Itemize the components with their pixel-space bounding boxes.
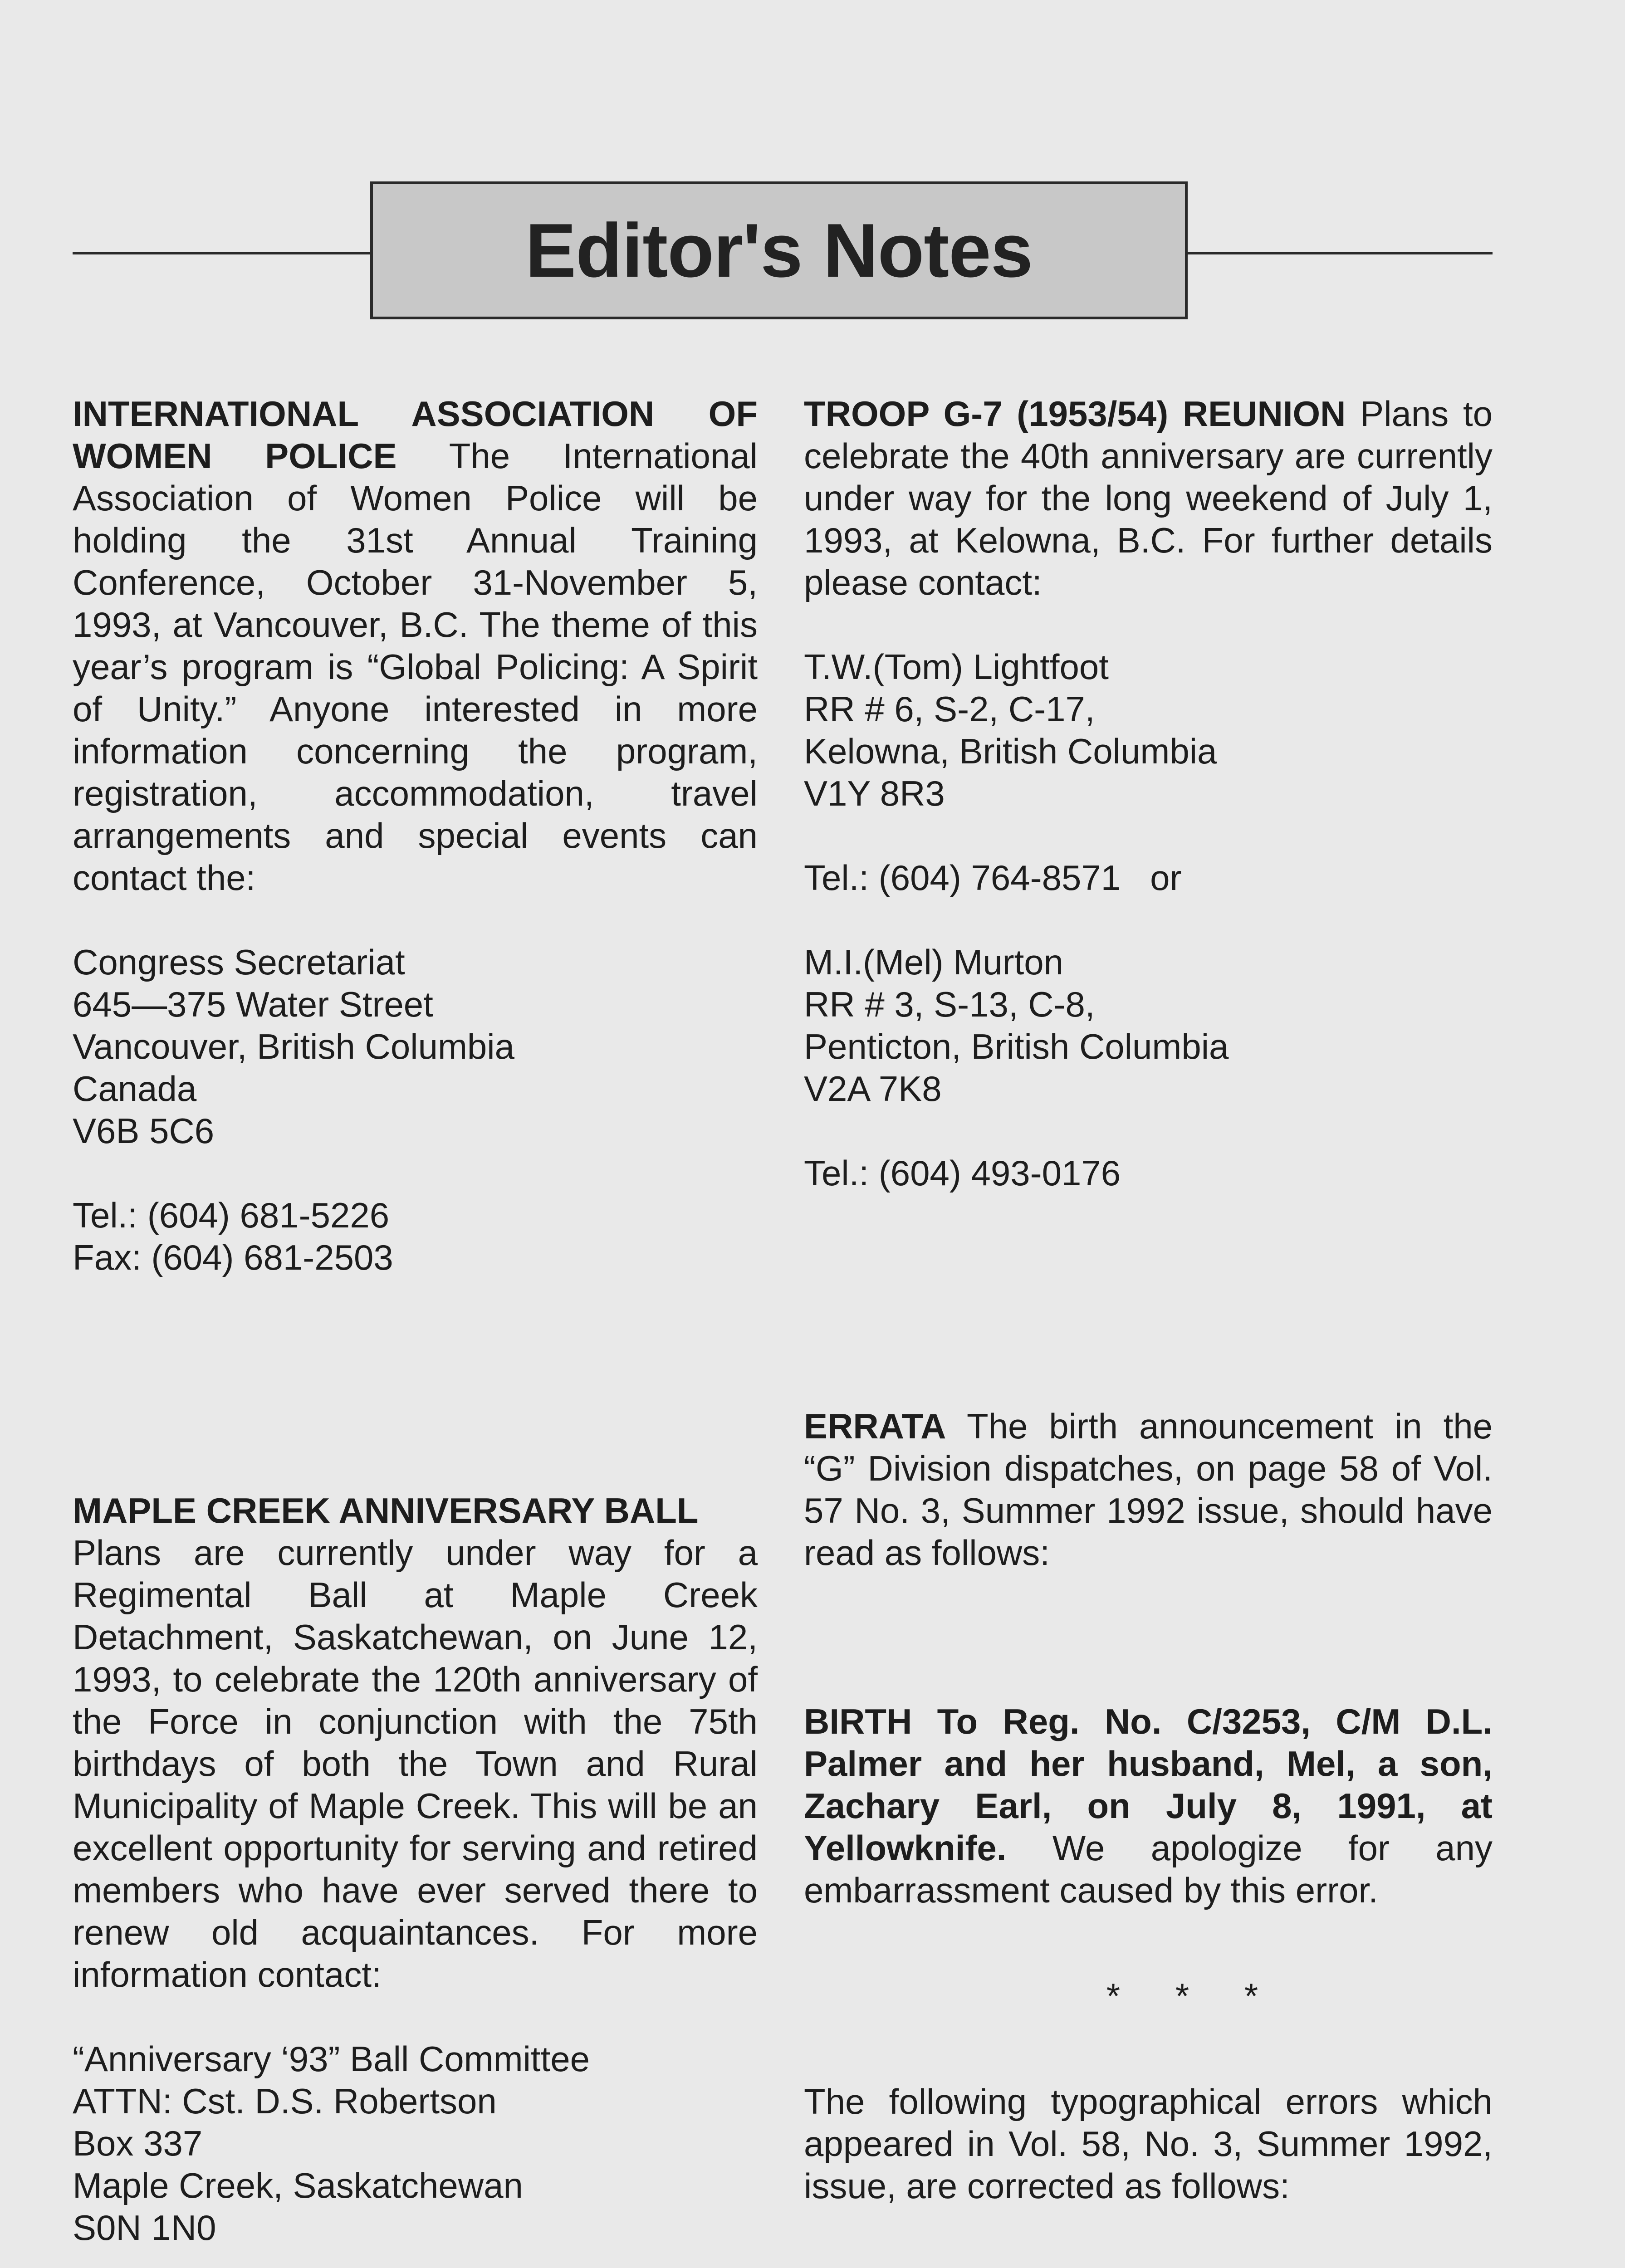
address-line: Vancouver, British Columbia [73, 1026, 515, 1066]
iawp-phones [73, 1194, 758, 1279]
troop-heading: TROOP G-7 (1953/54) REUNION [804, 394, 1346, 434]
troop-body: Plans to celebrate the 40th anniversary are currently under way for the long weekend of July 1, 1993, at Kelowna, B.C. For further details please contact: [804, 394, 1493, 602]
address-line: S0N 1N0 [73, 2208, 216, 2248]
maple-article [73, 1490, 758, 1996]
birth-announcement [804, 1701, 1493, 1911]
typo-note [804, 2081, 1493, 2207]
errata-body: The birth announcement in the “G” Division dispatches, on page 58 of Vol. 57 No. 3, Summer 1992 issue, should have read as follows: [804, 1406, 1493, 1573]
phone-line: Tel.: (604) 764-8571 or [804, 858, 1182, 898]
address-line: Congress Secretariat [73, 942, 405, 982]
typo-text: The following typographical errors which appeared in Vol. 58, No. 3, Summer 1992, issue, are corrected as follows: [804, 2082, 1493, 2206]
address-line: Box 337 [73, 2123, 203, 2163]
star-glyph: * [1244, 1976, 1258, 2016]
iawp-body: The International Association of Women Police will be holding the 31st Annual Training Conference, October 31-November 5, 1993, at Vancouver, B.C. The theme of this year’s program is “Global Policing: A Spirit of Unity.” Anyone interested in more information concerning the program, registration, accommodation, travel arrangements and special events can contact the: [73, 436, 758, 898]
maple-address [73, 2038, 758, 2249]
contact-lightfoot [804, 646, 1493, 815]
birth-rest-text: We apologize for any embarrassment caused by this error. [804, 1828, 1493, 1910]
troop-article [804, 393, 1493, 604]
iawp-address [73, 941, 758, 1152]
address-line: “Anniversary ‘93” Ball Committee [73, 2039, 590, 2079]
title-rule-right [1188, 252, 1493, 254]
contact-line: V2A 7K8 [804, 1069, 942, 1109]
contact-line: Penticton, British Columbia [804, 1026, 1229, 1066]
address-line: 645—375 Water Street [73, 984, 433, 1024]
address-line: V6B 5C6 [73, 1111, 215, 1151]
phone-line: Tel.: (604) 493-0176 [804, 1153, 1121, 1193]
star-glyph: * [1106, 1976, 1121, 2016]
page-title: Editor's Notes [525, 207, 1033, 293]
contact-line: V1Y 8R3 [804, 773, 945, 813]
fax-line: Fax: (604) 681-2503 [73, 1237, 393, 1277]
star-glyph: * [1175, 1976, 1189, 2016]
contact-line: Kelowna, British Columbia [804, 731, 1217, 771]
address-line: Maple Creek, Saskatchewan [73, 2165, 523, 2205]
contact-line: RR # 6, S-2, C-17, [804, 689, 1095, 729]
address-line: Canada [73, 1069, 197, 1109]
contact-murton [804, 941, 1493, 1110]
contact-line: T.W.(Tom) Lightfoot [804, 647, 1109, 687]
section-separator [804, 1975, 1493, 2017]
title-rule-left [73, 252, 372, 254]
address-line: ATTN: Cst. D.S. Robertson [73, 2081, 497, 2121]
maple-heading: MAPLE CREEK ANNIVERSARY BALL [73, 1491, 699, 1530]
contact-line: RR # 3, S-13, C-8, [804, 984, 1095, 1024]
maple-body: Plans are currently under way for a Regimental Ball at Maple Creek Detachment, Saskatchewan, on June 12, 1993, to celebrate the 120th anniversary of the Force in conjunction with the 75th birthdays of both the Town and Rural Municipality of Maple Creek. This will be an excellent opportunity for serving and retired members who have ever served there to renew old acquaintances. For more information contact: [73, 1533, 758, 1994]
left-column [73, 393, 758, 2268]
errata-article [804, 1405, 1493, 1574]
iawp-heading: INTERNATIONAL ASSOCIATION OF WOMEN POLICE [73, 394, 758, 476]
errata-heading: ERRATA [804, 1406, 946, 1446]
birth-bold-text: BIRTH To Reg. No. C/3253, C/M D.L. Palmer and her husband, Mel, a son, Zachary Earl, on July 8, 1991, at Yellowknife. [804, 1701, 1493, 1868]
title-box [370, 181, 1188, 319]
phone-line: Tel.: (604) 681-5226 [73, 1195, 390, 1235]
contact-line: M.I.(Mel) Murton [804, 942, 1064, 982]
right-column [804, 393, 1493, 2207]
iawp-article [73, 393, 758, 899]
